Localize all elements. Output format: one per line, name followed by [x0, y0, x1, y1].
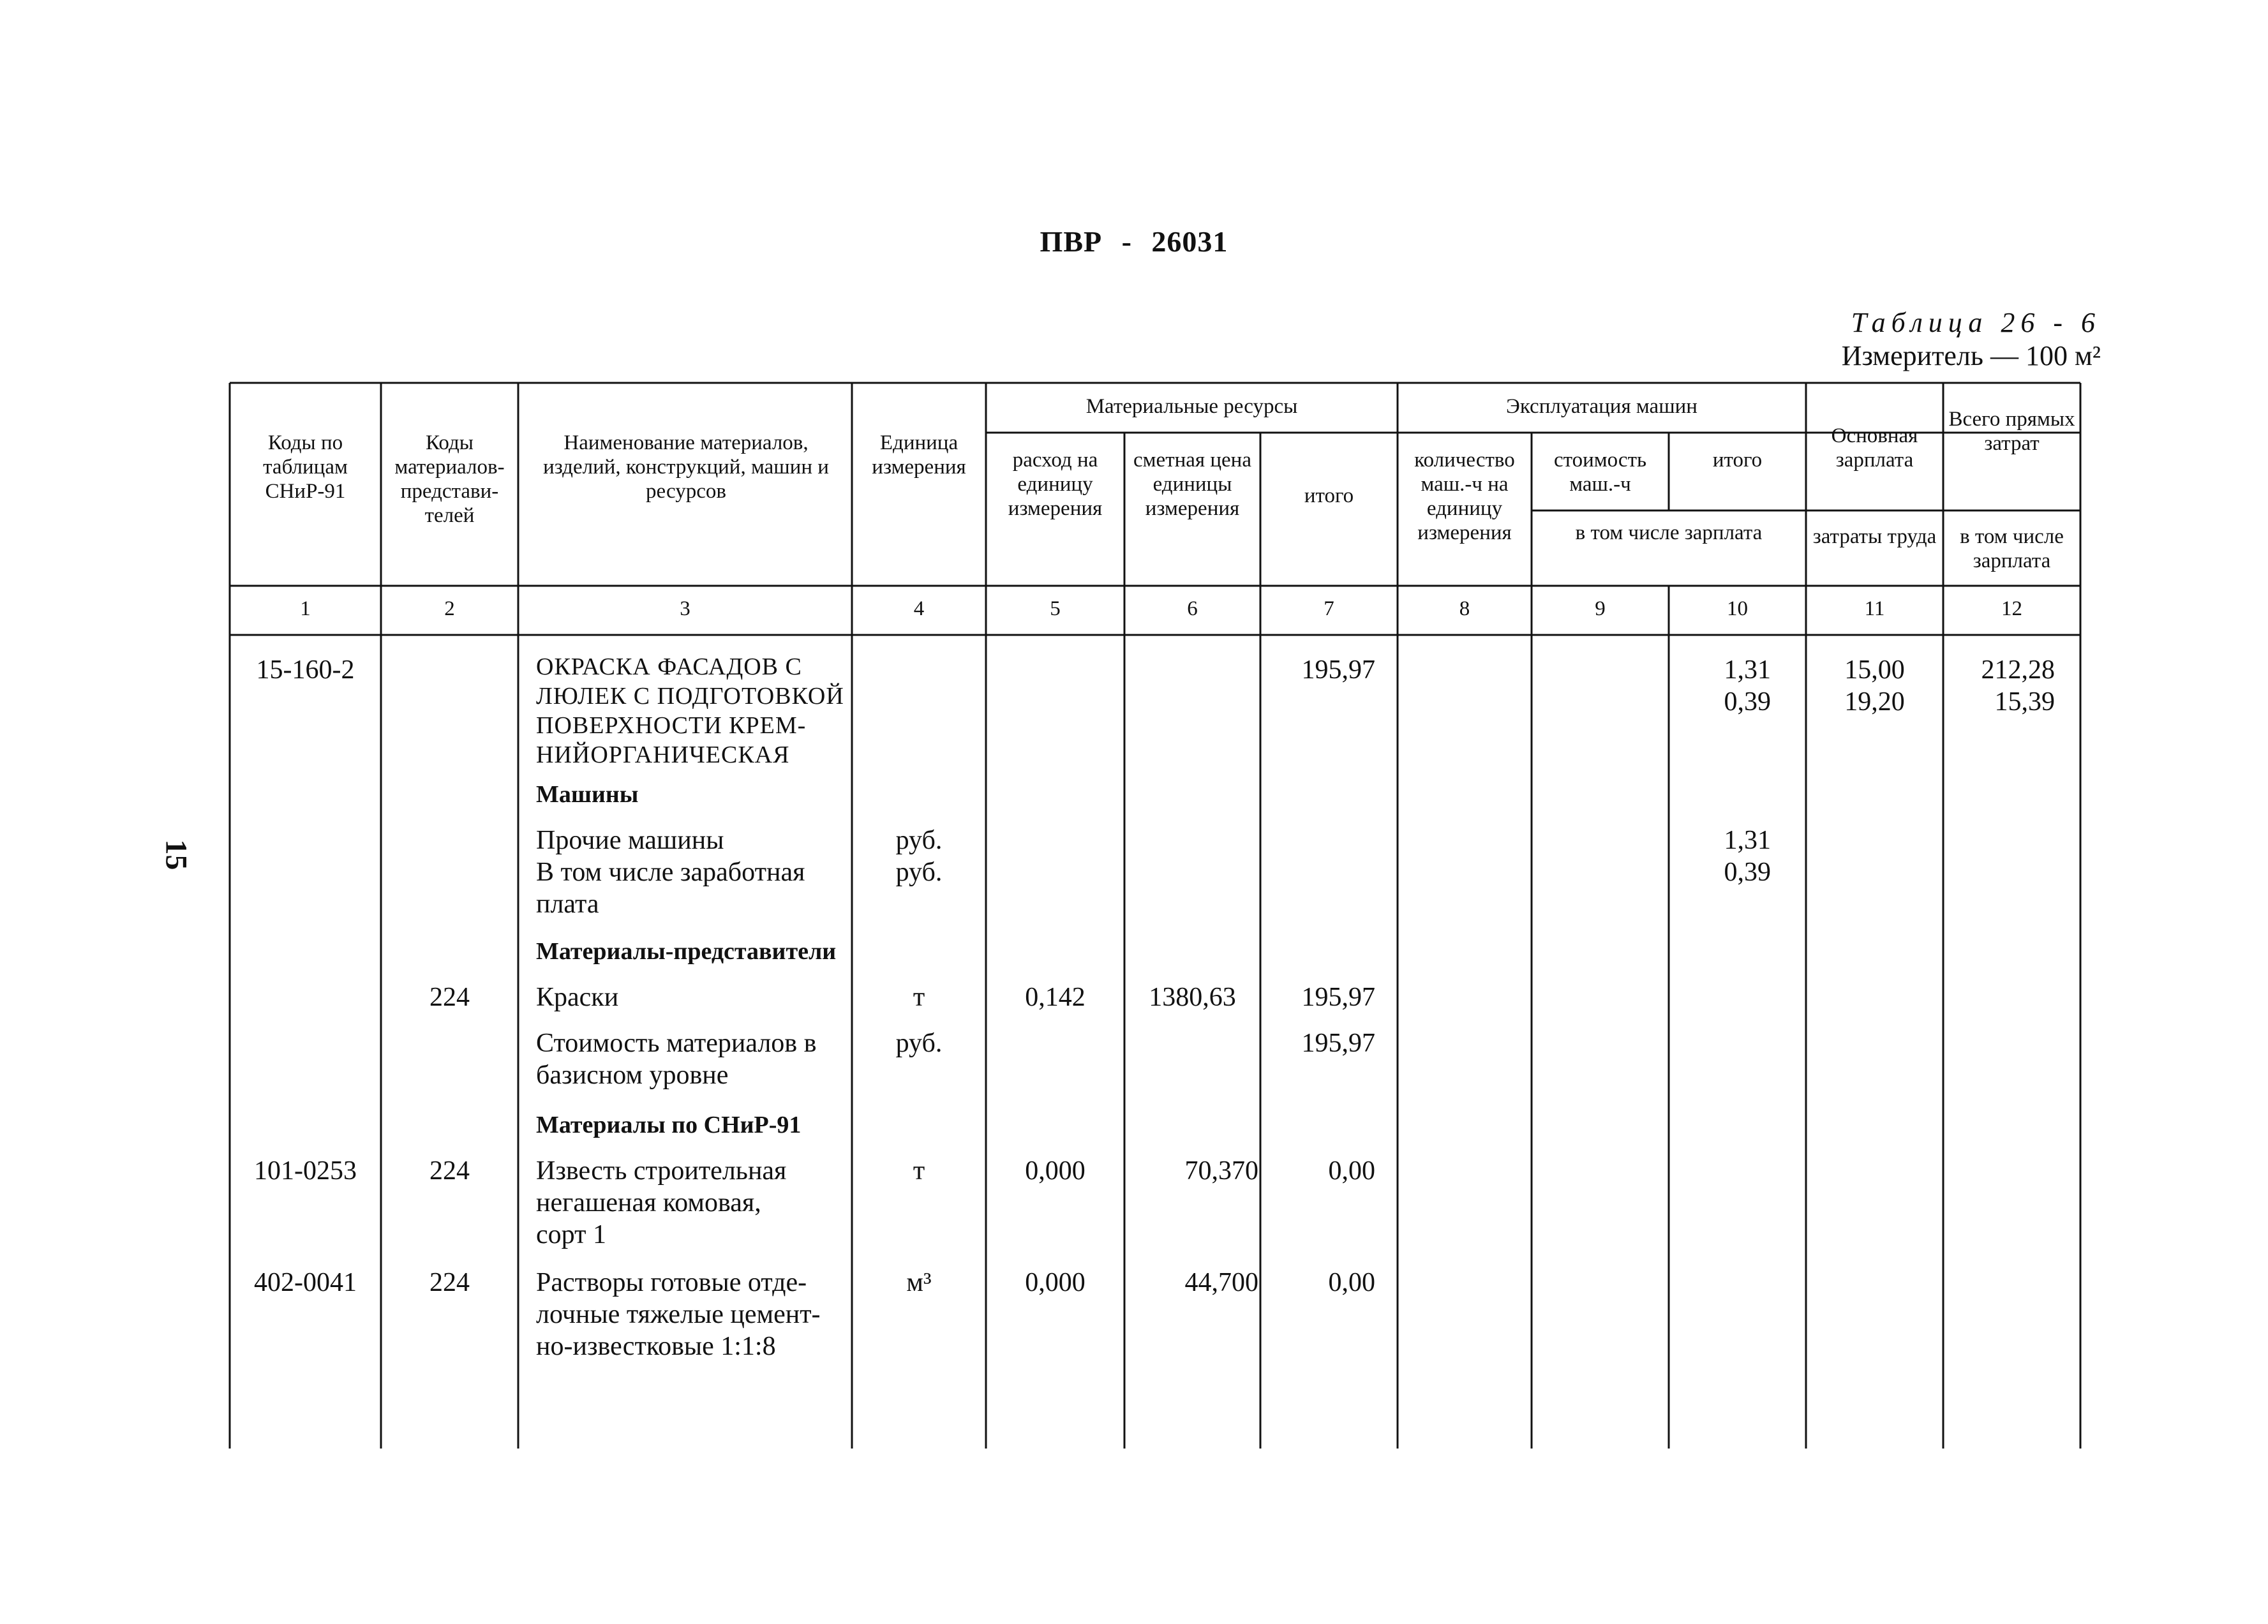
- lime-code2: 224: [429, 1156, 470, 1186]
- mortar-total: 0,00: [1328, 1268, 1375, 1297]
- table-label: Таблица 26 - 6: [1851, 307, 2101, 338]
- col-number-1: 1: [300, 597, 311, 620]
- mortar-rate: 0,000: [1025, 1268, 1086, 1297]
- main-materials-total: 195,97: [1301, 655, 1375, 685]
- main-machines-wage: 0,39: [1724, 687, 1771, 717]
- main-base-wage: 15,00: [1844, 655, 1905, 685]
- col-7-header: итого: [1304, 484, 1354, 507]
- main-direct-wage: 15,39: [1994, 687, 2055, 717]
- lime-code: 101-0253: [254, 1156, 357, 1186]
- paints-code2: 224: [429, 983, 470, 1012]
- other-machines-total: 1,31: [1724, 826, 1771, 855]
- wage-unit: руб.: [895, 858, 943, 887]
- paints-name: Краски: [536, 983, 619, 1012]
- lime-name: Известь строительная негашеная комовая, сорт 1: [536, 1156, 787, 1249]
- col-3-header: Наименование материалов, изделий, конструкций, машин и ресурсов: [543, 431, 829, 503]
- col-number-7: 7: [1324, 597, 1334, 620]
- machines-group-header: Эксплуатация машин: [1506, 395, 1697, 418]
- col-12-header: Всего прямых затрат: [1948, 408, 2075, 455]
- col-12-subheader: в том числе зарплата: [1960, 525, 2064, 572]
- col-4-header: Единица измерения: [872, 431, 966, 479]
- mortar-name: Растворы готовые отде- лочные тяжелые цемент- но-известковые 1:1:8: [536, 1268, 821, 1361]
- lime-price: 70,370: [1184, 1156, 1258, 1186]
- col-number-2: 2: [444, 597, 455, 620]
- col-6-header: сметная цена единицы измерения: [1133, 449, 1251, 520]
- col-10-header: итого: [1712, 449, 1763, 472]
- main-labor: 19,20: [1844, 687, 1905, 717]
- paints-rate: 0,142: [1025, 983, 1086, 1012]
- mortar-code2: 224: [429, 1268, 470, 1297]
- cost-base-unit: руб.: [895, 1029, 943, 1058]
- paints-total: 195,97: [1301, 983, 1375, 1012]
- main-machines-total: 1,31: [1724, 655, 1771, 685]
- lime-unit: т: [913, 1156, 925, 1186]
- col-number-12: 12: [2001, 597, 2022, 620]
- section-representatives: Материалы-представители: [536, 938, 837, 965]
- lime-rate: 0,000: [1025, 1156, 1086, 1186]
- paints-price: 1380,63: [1149, 983, 1236, 1012]
- main-code: 15-160-2: [256, 655, 355, 685]
- other-machines-name: Прочие машины: [536, 826, 724, 855]
- col-number-5: 5: [1050, 597, 1061, 620]
- section-snip: Материалы по СНиР-91: [536, 1112, 802, 1138]
- col-9-header: стоимость маш.-ч: [1553, 449, 1647, 496]
- col-8-header: количество маш.-ч на единицу измерения: [1414, 449, 1515, 544]
- col-number-11: 11: [1864, 597, 1885, 620]
- cost-base-name: Стоимость материалов в базисном уровне: [536, 1029, 817, 1090]
- mortar-code: 402-0041: [254, 1268, 357, 1297]
- col-number-6: 6: [1187, 597, 1198, 620]
- col-11-subheader: затраты труда: [1812, 525, 1937, 548]
- col-number-3: 3: [680, 597, 690, 620]
- col-number-9: 9: [1595, 597, 1606, 620]
- mortar-unit: м³: [906, 1268, 932, 1297]
- paints-unit: т: [913, 983, 925, 1012]
- col-number-8: 8: [1459, 597, 1470, 620]
- other-machines-unit: руб.: [895, 826, 943, 855]
- lime-total: 0,00: [1328, 1156, 1375, 1186]
- document-code: ПВР - 26031: [1040, 225, 1228, 258]
- measure-unit: Измеритель — 100 м²: [1841, 340, 2101, 371]
- wage-name: В том числе заработная плата: [536, 858, 805, 919]
- col-number-10: 10: [1727, 597, 1748, 620]
- col-number-4: 4: [913, 597, 925, 620]
- mortar-price: 44,700: [1184, 1268, 1258, 1297]
- cost-base-total: 195,97: [1301, 1029, 1375, 1058]
- col-2-header: Коды материалов-представи-телей: [394, 431, 505, 527]
- wage-total: 0,39: [1724, 858, 1771, 887]
- machines-wage-subheader: в том числе зарплата: [1575, 521, 1763, 544]
- section-machines: Машины: [536, 781, 639, 808]
- main-name: ОКРАСКА ФАСАДОВ С ЛЮЛЕК С ПОДГОТОВКОЙ ПОВЕРХНОСТИ КРЕМ- НИЙОРГАНИЧЕСКАЯ: [536, 653, 844, 768]
- col-1-header: Коды по таблицам СНиР-91: [263, 431, 348, 503]
- page-number: 15: [159, 839, 193, 870]
- materials-group-header: Материальные ресурсы: [1086, 395, 1298, 418]
- main-direct-total: 212,28: [1981, 655, 2055, 685]
- col-5-header: расход на единицу измерения: [1008, 449, 1103, 520]
- col-11-header: Основная зарплата: [1831, 424, 1918, 472]
